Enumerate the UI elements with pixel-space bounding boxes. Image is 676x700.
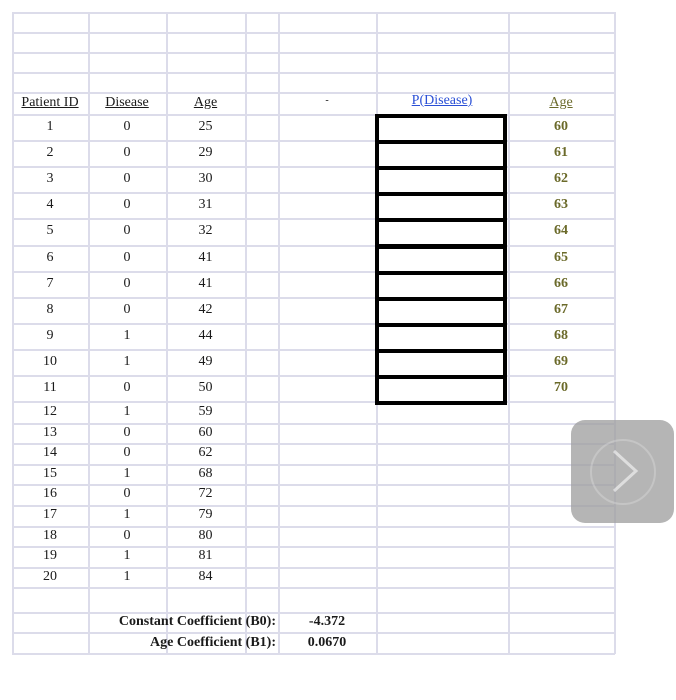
disease-cell: 0: [123, 425, 131, 440]
age-cell: 50: [198, 380, 213, 395]
patient-id-cell: 4: [46, 197, 54, 212]
grid-row-line: [12, 218, 615, 220]
age-cell: 32: [198, 223, 213, 238]
disease-cell: 0: [123, 145, 131, 160]
p-disease-input[interactable]: [375, 375, 507, 405]
patient-id-cell: 18: [43, 528, 57, 543]
age-cell: 68: [198, 466, 213, 481]
grid-row-line: [12, 271, 615, 273]
pred-age-cell: 63: [554, 197, 568, 212]
patient-id-cell: 1: [46, 119, 54, 134]
p-disease-input[interactable]: [375, 218, 507, 248]
age-cell: 84: [198, 569, 213, 584]
header-p-disease: P(Disease): [411, 93, 473, 108]
age-cell: 80: [198, 528, 213, 543]
pred-age-cell: 64: [554, 223, 568, 238]
patient-id-cell: 17: [43, 507, 57, 522]
grid-row-line: [12, 323, 615, 325]
b0-value: -4.372: [308, 614, 346, 629]
header-blank-marker: -: [325, 95, 329, 106]
age-cell: 62: [198, 445, 213, 460]
grid-row-line: [12, 52, 615, 54]
header-disease: Disease: [105, 95, 149, 110]
header-pred-age: Age: [549, 95, 573, 110]
patient-id-cell: 6: [46, 250, 54, 265]
patient-id-cell: 13: [43, 425, 57, 440]
disease-cell: 1: [123, 507, 131, 522]
grid-row-line: [12, 375, 615, 377]
next-button[interactable]: [571, 420, 674, 523]
patient-id-cell: 5: [46, 223, 54, 238]
age-cell: 59: [198, 404, 213, 419]
disease-cell: 0: [123, 445, 131, 460]
grid-col-line: [614, 12, 616, 654]
grid-row-line: [12, 245, 615, 247]
pred-age-cell: 65: [554, 250, 568, 265]
patient-id-cell: 19: [43, 548, 57, 563]
disease-cell: 0: [123, 197, 131, 212]
grid-col-line: [245, 12, 247, 654]
age-cell: 29: [198, 145, 213, 160]
disease-cell: 1: [123, 354, 131, 369]
age-cell: 42: [198, 302, 213, 317]
patient-id-cell: 12: [43, 404, 57, 419]
disease-cell: 1: [123, 569, 131, 584]
disease-cell: 0: [123, 302, 131, 317]
age-cell: 49: [198, 354, 213, 369]
patient-id-cell: 3: [46, 171, 54, 186]
grid-row-line: [12, 192, 615, 194]
disease-cell: 1: [123, 328, 131, 343]
pred-age-cell: 67: [554, 302, 568, 317]
b0-label: Constant Coefficient (B0):: [118, 614, 276, 629]
grid-row-line: [12, 166, 615, 168]
disease-cell: 0: [123, 380, 131, 395]
age-cell: 41: [198, 276, 213, 291]
patient-id-cell: 10: [43, 354, 57, 369]
disease-cell: 0: [123, 528, 131, 543]
age-cell: 81: [198, 548, 213, 563]
patient-id-cell: 7: [46, 276, 54, 291]
header-age: Age: [193, 95, 218, 110]
pred-age-cell: 69: [554, 354, 568, 369]
disease-cell: 0: [123, 223, 131, 238]
pred-age-cell: 68: [554, 328, 568, 343]
age-cell: 41: [198, 250, 213, 265]
age-cell: 72: [198, 486, 213, 501]
pred-age-cell: 66: [554, 276, 568, 291]
grid-row-line: [12, 297, 615, 299]
grid-row-line: [12, 349, 615, 351]
grid-row-line: [12, 32, 615, 34]
age-cell: 79: [198, 507, 213, 522]
age-cell: 30: [198, 171, 213, 186]
age-cell: 44: [198, 328, 213, 343]
pred-age-cell: 70: [554, 380, 568, 395]
disease-cell: 0: [123, 119, 131, 134]
b1-value: 0.0670: [307, 635, 347, 650]
patient-id-cell: 20: [43, 569, 57, 584]
grid-row-line: [12, 72, 615, 74]
patient-id-cell: 16: [43, 486, 57, 501]
patient-id-cell: 2: [46, 145, 54, 160]
disease-cell: 1: [123, 548, 131, 563]
grid-row-line: [12, 653, 615, 655]
header-patient-id: Patient ID: [21, 95, 79, 110]
grid-row-line: [12, 12, 615, 14]
pred-age-cell: 61: [554, 145, 568, 160]
b1-label: Age Coefficient (B1):: [150, 635, 276, 650]
disease-cell: 0: [123, 486, 131, 501]
disease-cell: 1: [123, 404, 131, 419]
disease-cell: 1: [123, 466, 131, 481]
grid-row-line: [12, 140, 615, 142]
patient-id-cell: 8: [46, 302, 54, 317]
age-cell: 31: [198, 197, 213, 212]
chevron-right-icon: [606, 447, 646, 495]
age-cell: 60: [198, 425, 213, 440]
patient-id-cell: 11: [43, 380, 57, 395]
disease-cell: 0: [123, 250, 131, 265]
pred-age-cell: 60: [554, 119, 568, 134]
patient-id-cell: 9: [46, 328, 54, 343]
grid-row-line: [12, 114, 615, 116]
disease-cell: 0: [123, 276, 131, 291]
grid-row-line: [12, 587, 615, 589]
pred-age-cell: 62: [554, 171, 568, 186]
age-cell: 25: [198, 119, 213, 134]
disease-cell: 0: [123, 171, 131, 186]
patient-id-cell: 14: [43, 445, 57, 460]
patient-id-cell: 15: [43, 466, 57, 481]
